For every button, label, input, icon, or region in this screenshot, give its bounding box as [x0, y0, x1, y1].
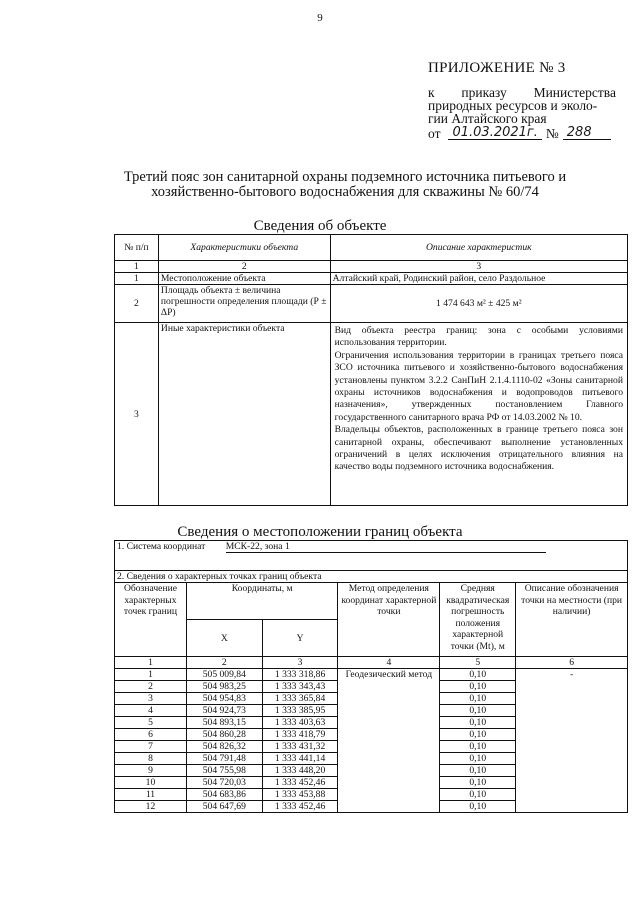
point-x: 504 954,83 [186, 693, 262, 705]
object-table [114, 234, 628, 506]
row-number: 2 [115, 285, 159, 323]
point-x: 504 924,73 [186, 705, 262, 717]
appendix-title: ПРИЛОЖЕНИЕ № 3 [428, 60, 566, 76]
point-y: 1 333 453,88 [262, 789, 338, 801]
description-paragraph: Вид объекта реестра границ: зона с особыми условиями использования территории. [334, 325, 623, 349]
points-section-label: 2. Сведения о характерных точках границ объекта [115, 571, 628, 583]
point-error: 0,10 [440, 717, 516, 729]
col-number: 5 [440, 657, 516, 669]
point-error: 0,10 [440, 681, 516, 693]
point-y: 1 333 343,43 [262, 681, 338, 693]
point-id: 3 [115, 693, 187, 705]
location-section-title: Сведения о местоположении границ объекта [177, 524, 463, 540]
point-id: 6 [115, 729, 187, 741]
header-point: Обозначение характерных точек границ [115, 583, 187, 657]
point-id: 5 [115, 717, 187, 729]
point-error: 0,10 [440, 801, 516, 813]
characteristic-value: 1 474 643 м² ± 425 м² [330, 285, 627, 323]
description-paragraph: Владельцы объектов, расположенных в границе третьего пояса зон санитарной охраны, обеспечивают выполнение установленных ограничений в целях исключения отрицательного влияния на качество воды подземного источника водоснабжения. [334, 424, 623, 473]
col-number: 3 [262, 657, 338, 669]
point-x: 504 983,25 [186, 681, 262, 693]
point-x: 504 791,48 [186, 753, 262, 765]
header-description: Описание характеристик [330, 235, 627, 261]
point-x: 504 893,15 [186, 717, 262, 729]
header-y: Y [262, 620, 338, 657]
header-method: Метод определения координат характерной точки [338, 583, 440, 657]
order-line-2: природных ресурсов и эколо- [428, 98, 598, 113]
col-number: 4 [338, 657, 440, 669]
point-error: 0,10 [440, 753, 516, 765]
header-x: X [186, 620, 262, 657]
point-x: 504 755,98 [186, 765, 262, 777]
order-word: приказу [461, 85, 507, 100]
point-y: 1 333 418,79 [262, 729, 338, 741]
point-x: 504 720,03 [186, 777, 262, 789]
order-date-handwritten: 01.03.2021г. [448, 126, 541, 140]
characteristic-value: Алтайский край, Родинский район, село Раздольное [330, 273, 627, 285]
point-id: 9 [115, 765, 187, 777]
header-coordinates: Координаты, м [186, 583, 338, 620]
point-x: 504 647,69 [186, 801, 262, 813]
point-y: 1 333 385,95 [262, 705, 338, 717]
order-reference [428, 86, 616, 140]
document-title: Третий пояс зон санитарной охраны подземного источника питьевого и хозяйственно-бытового водоснабжения для скважины № 60/74 [123, 169, 567, 200]
point-id: 8 [115, 753, 187, 765]
point-error: 0,10 [440, 777, 516, 789]
coord-system-value: МСК-22, зона 1 [226, 541, 546, 553]
point-y: 1 333 452,46 [262, 777, 338, 789]
point-id: 7 [115, 741, 187, 753]
point-x: 504 860,28 [186, 729, 262, 741]
from-label: от [428, 126, 441, 141]
point-error: 0,10 [440, 705, 516, 717]
order-ministry: Министерства [533, 85, 616, 100]
point-id: 2 [115, 681, 187, 693]
col-number: 1 [115, 261, 159, 273]
col-number: 1 [115, 657, 187, 669]
point-y: 1 333 441,14 [262, 753, 338, 765]
table-row [115, 669, 628, 681]
table-row [115, 323, 628, 506]
coord-system-row [115, 541, 628, 571]
point-error: 0,10 [440, 765, 516, 777]
point-y: 1 333 318,86 [262, 669, 338, 681]
row-number: 1 [115, 273, 159, 285]
point-error: 0,10 [440, 729, 516, 741]
header-error: Средняя квадратическая погрешность положения характерной точки (Mt), м [440, 583, 516, 657]
point-error: 0,10 [440, 693, 516, 705]
point-id: 10 [115, 777, 187, 789]
point-error: 0,10 [440, 741, 516, 753]
point-id: 11 [115, 789, 187, 801]
point-description-cell: - [516, 669, 628, 813]
point-id: 12 [115, 801, 187, 813]
page-number: 9 [317, 12, 323, 24]
point-y: 1 333 448,20 [262, 765, 338, 777]
row-number: 3 [115, 323, 159, 506]
characteristic-name: Иные характеристики объекта [158, 323, 330, 506]
point-y: 1 333 365,84 [262, 693, 338, 705]
object-section-title: Сведения об объекте [253, 218, 387, 234]
col-number: 2 [186, 657, 262, 669]
description-paragraph: Ограничения использования территории в границах третьего пояса ЗСО источника питьевого и хозяйственно-бытового водоснабжения установлены пунктом 3.2.2 СанПиН 2.1.4.1110-02 «Зоны санитарной охраны источников водоснабжения и водопроводов питьевого назначения», утвержденных постановлением Главного государственного санитарного врача РФ от 14.03.2002 № 10. [334, 349, 623, 423]
point-x: 504 683,86 [186, 789, 262, 801]
point-y: 1 333 452,46 [262, 801, 338, 813]
header-characteristic: Характеристики объекта [158, 235, 330, 261]
col-number: 6 [516, 657, 628, 669]
point-x: 505 009,84 [186, 669, 262, 681]
col-number: 2 [158, 261, 330, 273]
table-row [115, 285, 628, 323]
table-row [115, 273, 628, 285]
header-number: № п/п [115, 235, 159, 261]
coord-system-label: 1. Система координат [117, 541, 206, 552]
point-id: 1 [115, 669, 187, 681]
header-point-description: Описание обозначения точки на местности (при наличии) [516, 583, 628, 657]
point-error: 0,10 [440, 669, 516, 681]
order-line-3: гии Алтайского края [428, 111, 547, 126]
method-cell: Геодезический метод [338, 669, 440, 813]
characteristic-name: Площадь объекта ± величина погрешности определения площади (Р ± ΔР) [158, 285, 330, 323]
col-number: 3 [330, 261, 627, 273]
point-y: 1 333 403,63 [262, 717, 338, 729]
boundary-points-table [114, 540, 628, 813]
point-y: 1 333 431,32 [262, 741, 338, 753]
characteristic-name: Местоположение объекта [158, 273, 330, 285]
order-k: к [428, 85, 435, 100]
order-number-handwritten: 288 [563, 126, 611, 140]
point-error: 0,10 [440, 789, 516, 801]
point-x: 504 826,32 [186, 741, 262, 753]
characteristic-value [330, 323, 627, 506]
number-label: № [545, 126, 559, 141]
point-id: 4 [115, 705, 187, 717]
